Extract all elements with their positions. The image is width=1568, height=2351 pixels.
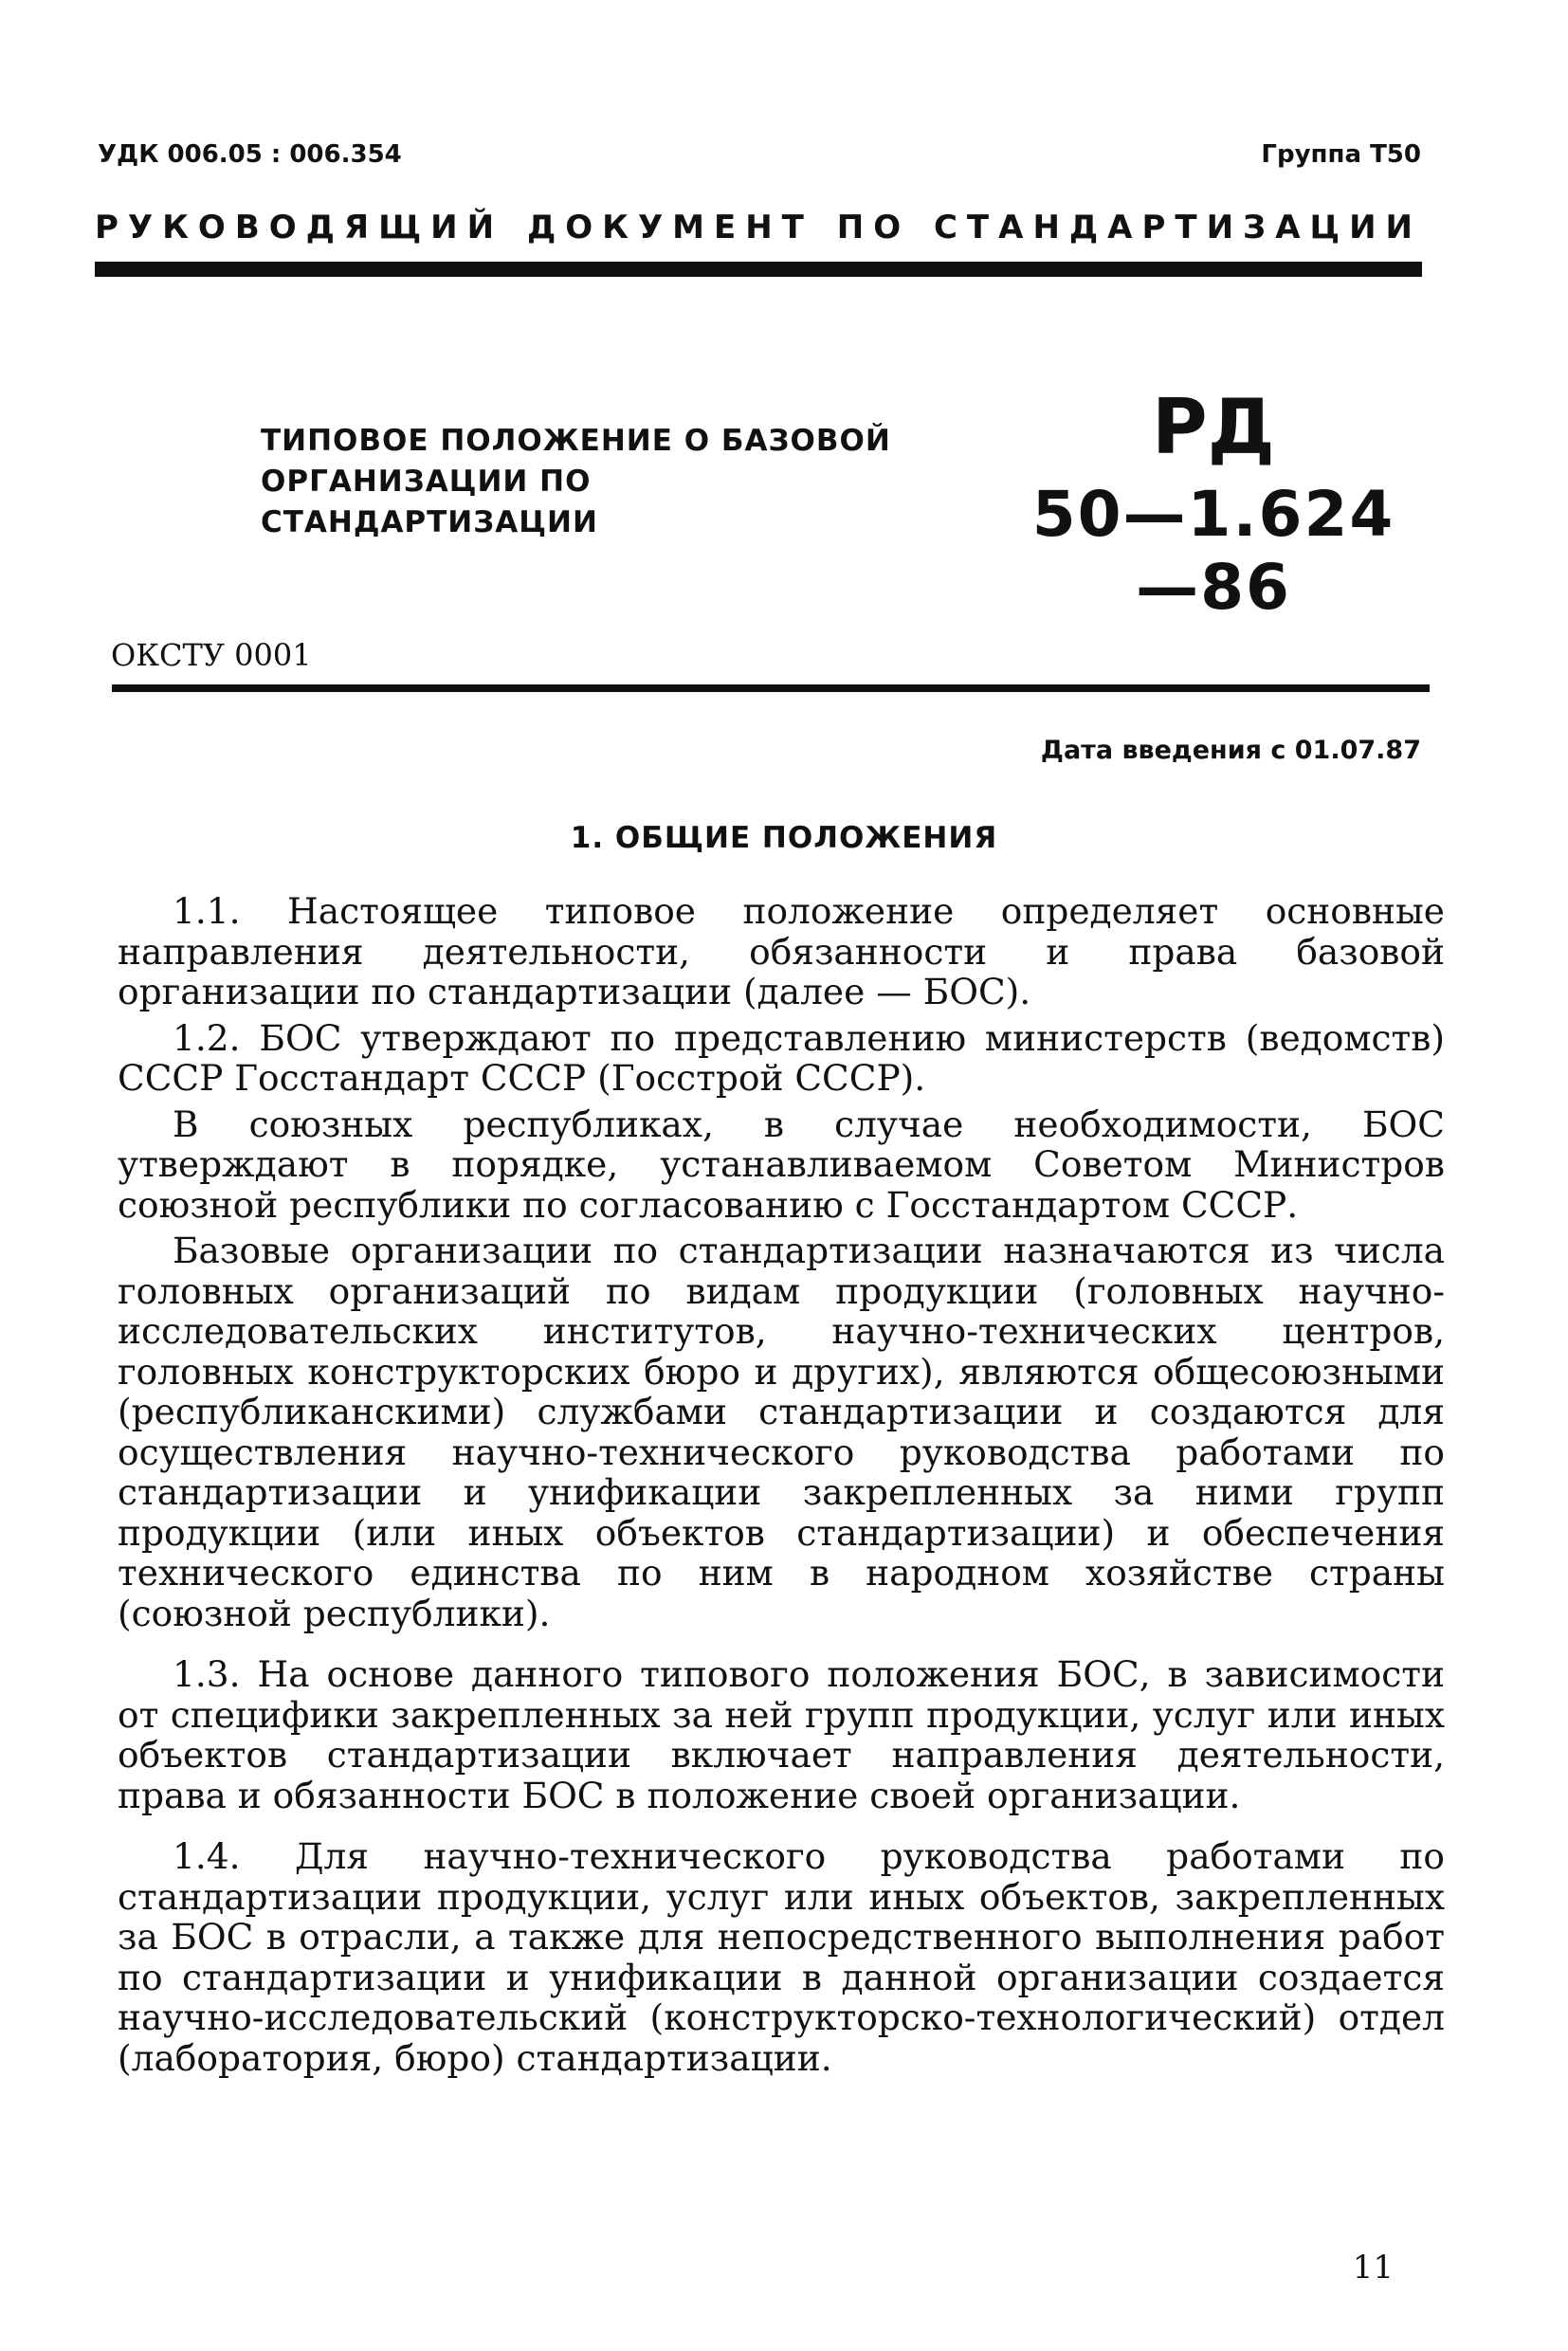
- paragraph: 1.2. БОС утверждают по представлению министерств (ведомств) СССР Госстандарт СССР (Госстрой СССР).: [118, 1016, 1445, 1099]
- document-type-banner: [95, 209, 1422, 246]
- document-code-prefix: РД: [1152, 383, 1275, 471]
- introduction-date: Дата введения с 01.07.87: [1040, 736, 1421, 765]
- title-line: ТИПОВОЕ ПОЛОЖЕНИЕ О БАЗОВОЙ: [261, 424, 891, 458]
- group-code: Группа Т50: [1261, 140, 1421, 169]
- banner-word: СТАНДАРТИЗАЦИИ: [933, 209, 1422, 246]
- page-number: 11: [1352, 2249, 1394, 2287]
- section-body: [118, 891, 1445, 2084]
- okstu-rule: [112, 684, 1430, 692]
- document-title: [261, 421, 924, 543]
- document-code-number: 50—1.624—86: [1031, 478, 1395, 624]
- paragraph: Базовые организации по стандартизации назначаются из числа головных организаций по видам продукции (головных научно-исследовательских институтов, научно-технических центров, головных конструкторских бюро и других), являются общесоюзными (республиканскими) службами стандартизации и создаются для осуществления научно-технического руководства работами по стандартизации и унификации закрепленных за ними групп продукции (или иных объектов стандартизации) и обеспечения технического единства по ним в народном хозяйстве страны (союзной республики).: [118, 1230, 1445, 1634]
- paragraph: 1.4. Для научно-технического руководства работами по стандартизации продукции, услуг или иных объектов, закрепленных за БОС в отрасли, а также для непосредственного выполнения работ по стандартизации и унификации в данной организации создается научно-исследовательский (конструкторско-технологический) отдел (лаборатория, бюро) стандартизации.: [118, 1835, 1445, 2079]
- title-line: ОРГАНИЗАЦИИ ПО СТАНДАРТИЗАЦИИ: [261, 465, 598, 539]
- banner-word: РУКОВОДЯЩИЙ: [95, 209, 504, 246]
- okstu-code: ОКСТУ 0001: [111, 637, 312, 673]
- banner-word: ДОКУМЕНТ: [526, 209, 813, 246]
- paragraph: 1.1. Настоящее типовое положение определяет основные направления деятельности, обязанности и права базовой организации по стандартизации (далее — БОС).: [118, 890, 1445, 1012]
- header-rule: [95, 262, 1422, 277]
- section-heading: 1. ОБЩИЕ ПОЛОЖЕНИЯ: [570, 821, 998, 855]
- paragraph: В союзных республиках, в случае необходимости, БОС утверждают в порядке, устанавливаемом Советом Министров союзной республики по согласованию с Госстандартом СССР.: [118, 1103, 1445, 1226]
- banner-word: ПО: [836, 209, 911, 246]
- udk-code: УДК 006.05 : 006.354: [98, 140, 402, 169]
- paragraph: 1.3. На основе данного типового положения БОС, в зависимости от специфики закрепленных за ней групп продукции, услуг или иных объектов стандартизации включает направления деятельности, права и обязанности БОС в положение своей организации.: [118, 1653, 1445, 1816]
